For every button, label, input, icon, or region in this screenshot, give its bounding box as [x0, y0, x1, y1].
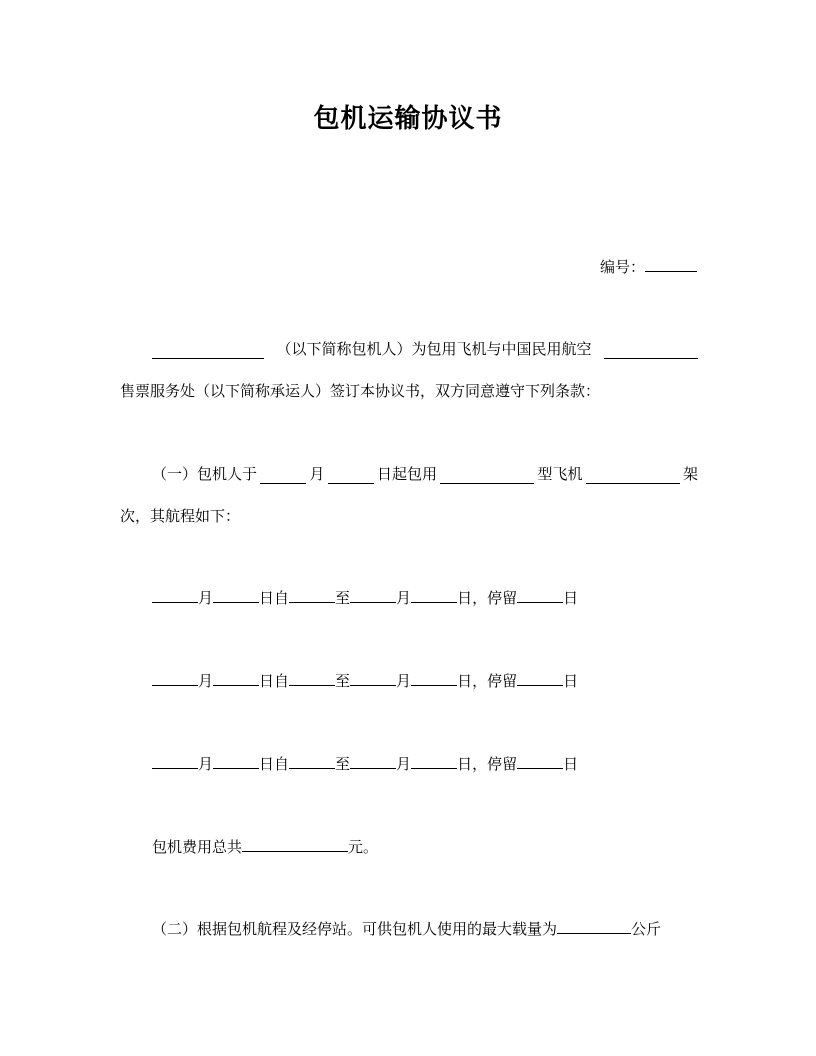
- fee-suffix: 元。: [348, 838, 379, 856]
- route-stay-label: 日，停留: [457, 755, 518, 773]
- day-from-label: 日起包用: [376, 465, 437, 483]
- route-day-label: 日: [563, 672, 579, 690]
- sorties-blank[interactable]: [586, 469, 680, 484]
- route-start-month-blank[interactable]: [152, 588, 198, 603]
- route-month2-label: 月: [396, 589, 412, 607]
- paragraph-2-prefix: （一）包机人于: [152, 465, 258, 483]
- route-day-from-label: 日自: [259, 589, 290, 607]
- document-number: [600, 257, 697, 277]
- route-to-label: 至: [335, 755, 351, 773]
- paragraph-1-line-1: [152, 339, 698, 359]
- charterer-name-blank[interactable]: [152, 344, 264, 359]
- route-month-label: 月: [198, 755, 214, 773]
- paragraph-3-line-1: [152, 919, 661, 939]
- route-to-label: 至: [335, 672, 351, 690]
- paragraph-3-suffix: 公斤: [631, 920, 662, 938]
- max-load-blank[interactable]: [557, 919, 631, 934]
- route-end-day-blank[interactable]: [411, 754, 457, 769]
- route-month-label: 月: [198, 589, 214, 607]
- route-end-day-blank[interactable]: [411, 588, 457, 603]
- number-label: 编号：: [599, 258, 645, 276]
- route-destination-blank[interactable]: [350, 671, 396, 686]
- paragraph-1-line-2: 售票服务处（以下简称承运人）签订本协议书，双方同意遵守下列条款：: [120, 382, 601, 400]
- start-day-blank[interactable]: [328, 469, 374, 484]
- route-start-month-blank[interactable]: [152, 671, 198, 686]
- route-origin-blank[interactable]: [289, 754, 335, 769]
- route-row: [152, 754, 578, 774]
- route-start-day-blank[interactable]: [213, 671, 259, 686]
- route-day-from-label: 日自: [259, 755, 290, 773]
- month-label: 月: [309, 465, 325, 483]
- paragraph-2-line-1: [152, 464, 698, 484]
- route-row: [152, 671, 578, 691]
- route-destination-blank[interactable]: [350, 754, 396, 769]
- route-row: [152, 588, 578, 608]
- caac-office-blank[interactable]: [604, 344, 698, 359]
- route-origin-blank[interactable]: [289, 588, 335, 603]
- start-month-blank[interactable]: [260, 469, 306, 484]
- route-to-label: 至: [335, 589, 351, 607]
- route-origin-blank[interactable]: [289, 671, 335, 686]
- fee-prefix: 包机费用总共: [152, 838, 243, 856]
- paragraph-2-line-2: 次，其航程如下：: [120, 507, 241, 525]
- sorties-label: 架: [682, 465, 698, 483]
- route-start-day-blank[interactable]: [213, 588, 259, 603]
- number-blank[interactable]: [645, 257, 697, 272]
- route-day-from-label: 日自: [259, 672, 290, 690]
- aircraft-type-blank[interactable]: [440, 469, 534, 484]
- route-destination-blank[interactable]: [350, 588, 396, 603]
- route-stay-label: 日，停留: [457, 589, 518, 607]
- paragraph-3-prefix: （二）根据包机航程及经停站。可供包机人使用的最大载量为: [152, 920, 558, 938]
- route-stay-label: 日，停留: [457, 672, 518, 690]
- fee-line: [152, 837, 378, 857]
- route-stay-days-blank[interactable]: [517, 588, 563, 603]
- route-month2-label: 月: [396, 755, 412, 773]
- route-start-month-blank[interactable]: [152, 754, 198, 769]
- route-day-label: 日: [563, 755, 579, 773]
- fee-amount-blank[interactable]: [242, 837, 348, 852]
- route-day-label: 日: [563, 589, 579, 607]
- route-stay-days-blank[interactable]: [517, 754, 563, 769]
- route-month-label: 月: [198, 672, 214, 690]
- aircraft-type-label: 型飞机: [537, 465, 583, 483]
- paragraph-1-text-a: （以下简称包机人）为包用飞机与中国民用航空: [276, 340, 592, 358]
- document-title: 包机运输协议书: [313, 104, 503, 134]
- route-stay-days-blank[interactable]: [517, 671, 563, 686]
- route-end-day-blank[interactable]: [411, 671, 457, 686]
- route-month2-label: 月: [396, 672, 412, 690]
- route-start-day-blank[interactable]: [213, 754, 259, 769]
